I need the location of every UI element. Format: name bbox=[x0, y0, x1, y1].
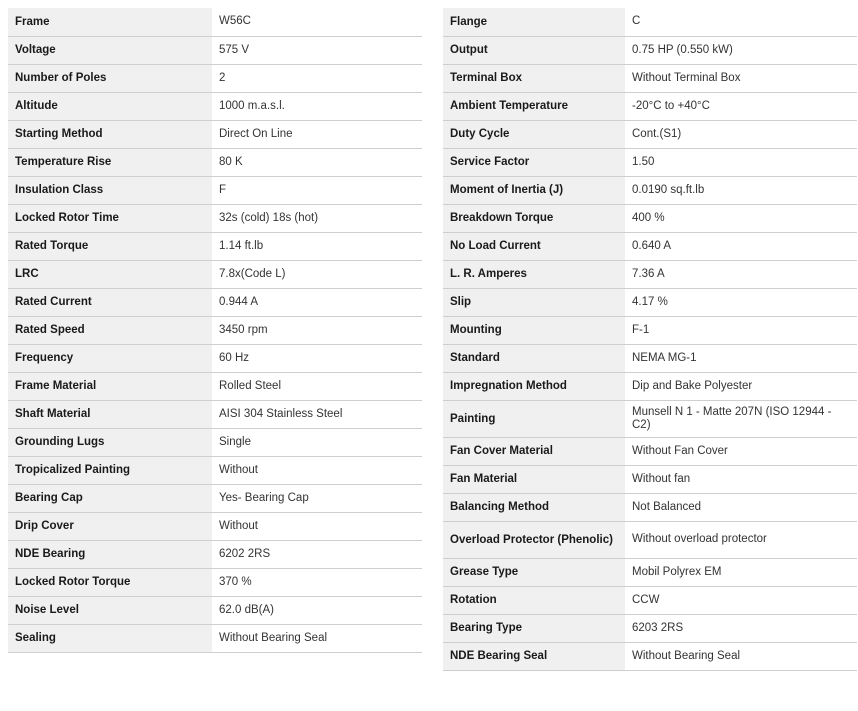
spec-value: Without Bearing Seal bbox=[625, 642, 857, 670]
spec-row bbox=[8, 624, 422, 652]
spec-value: 60 Hz bbox=[212, 344, 422, 372]
spec-label: Moment of Inertia (J) bbox=[443, 176, 625, 204]
spec-row bbox=[8, 36, 422, 64]
spec-row bbox=[443, 36, 857, 64]
spec-value: 80 K bbox=[212, 148, 422, 176]
spec-value: 400 % bbox=[625, 204, 857, 232]
spec-label: Number of Poles bbox=[8, 64, 212, 92]
spec-row bbox=[443, 8, 857, 36]
spec-label: NDE Bearing Seal bbox=[443, 642, 625, 670]
spec-row bbox=[443, 148, 857, 176]
spec-label: Altitude bbox=[8, 92, 212, 120]
spec-label: Flange bbox=[443, 8, 625, 36]
spec-value: 7.8x(Code L) bbox=[212, 260, 422, 288]
spec-value: Single bbox=[212, 428, 422, 456]
spec-row bbox=[8, 8, 422, 36]
spec-value: Rolled Steel bbox=[212, 372, 422, 400]
spec-label: Rated Torque bbox=[8, 232, 212, 260]
spec-row bbox=[8, 232, 422, 260]
spec-value: 32s (cold) 18s (hot) bbox=[212, 204, 422, 232]
spec-label: Output bbox=[443, 36, 625, 64]
spec-value: Without fan bbox=[625, 465, 857, 493]
spec-label: Slip bbox=[443, 288, 625, 316]
spec-label: Frequency bbox=[8, 344, 212, 372]
spec-row bbox=[8, 456, 422, 484]
spec-value: 1000 m.a.s.l. bbox=[212, 92, 422, 120]
spec-value: Without bbox=[212, 512, 422, 540]
spec-value: Without Bearing Seal bbox=[212, 624, 422, 652]
spec-row bbox=[8, 148, 422, 176]
spec-table-right bbox=[443, 8, 857, 671]
spec-row bbox=[8, 568, 422, 596]
spec-label: Voltage bbox=[8, 36, 212, 64]
spec-row bbox=[443, 204, 857, 232]
spec-value: C bbox=[625, 8, 857, 36]
spec-row bbox=[443, 372, 857, 400]
spec-value: 3450 rpm bbox=[212, 316, 422, 344]
spec-row bbox=[443, 521, 857, 558]
spec-label: Duty Cycle bbox=[443, 120, 625, 148]
spec-label: Terminal Box bbox=[443, 64, 625, 92]
spec-label: NDE Bearing bbox=[8, 540, 212, 568]
spec-row bbox=[443, 558, 857, 586]
spec-value: Munsell N 1 - Matte 207N (ISO 12944 - C2) bbox=[625, 400, 857, 437]
spec-value: Without bbox=[212, 456, 422, 484]
spec-row bbox=[8, 260, 422, 288]
spec-row bbox=[443, 92, 857, 120]
spec-label: Mounting bbox=[443, 316, 625, 344]
spec-label: Breakdown Torque bbox=[443, 204, 625, 232]
spec-label: Noise Level bbox=[8, 596, 212, 624]
spec-value: 1.14 ft.lb bbox=[212, 232, 422, 260]
spec-row bbox=[443, 642, 857, 670]
spec-row bbox=[8, 92, 422, 120]
spec-label: Rated Speed bbox=[8, 316, 212, 344]
spec-label: Temperature Rise bbox=[8, 148, 212, 176]
spec-value: CCW bbox=[625, 586, 857, 614]
spec-row bbox=[443, 120, 857, 148]
spec-row bbox=[8, 540, 422, 568]
spec-label: Locked Rotor Time bbox=[8, 204, 212, 232]
spec-value: 0.944 A bbox=[212, 288, 422, 316]
spec-label: Grease Type bbox=[443, 558, 625, 586]
spec-value: 62.0 dB(A) bbox=[212, 596, 422, 624]
spec-label: Grounding Lugs bbox=[8, 428, 212, 456]
spec-label: L. R. Amperes bbox=[443, 260, 625, 288]
spec-row bbox=[443, 465, 857, 493]
spec-value: -20°C to +40°C bbox=[625, 92, 857, 120]
spec-row bbox=[8, 288, 422, 316]
spec-row bbox=[8, 372, 422, 400]
spec-value: 4.17 % bbox=[625, 288, 857, 316]
spec-label: Rotation bbox=[443, 586, 625, 614]
spec-row bbox=[8, 176, 422, 204]
spec-label: Standard bbox=[443, 344, 625, 372]
spec-table-left bbox=[8, 8, 422, 653]
spec-label: Service Factor bbox=[443, 148, 625, 176]
spec-value: 575 V bbox=[212, 36, 422, 64]
spec-value: Dip and Bake Polyester bbox=[625, 372, 857, 400]
spec-row bbox=[443, 614, 857, 642]
spec-value: 7.36 A bbox=[625, 260, 857, 288]
spec-row bbox=[8, 316, 422, 344]
spec-row bbox=[443, 176, 857, 204]
spec-label: Starting Method bbox=[8, 120, 212, 148]
spec-label: Sealing bbox=[8, 624, 212, 652]
spec-value: Not Balanced bbox=[625, 493, 857, 521]
spec-label: Tropicalized Painting bbox=[8, 456, 212, 484]
spec-value: Without Fan Cover bbox=[625, 437, 857, 465]
spec-value: Cont.(S1) bbox=[625, 120, 857, 148]
spec-row bbox=[8, 400, 422, 428]
spec-value: NEMA MG-1 bbox=[625, 344, 857, 372]
spec-label: No Load Current bbox=[443, 232, 625, 260]
spec-label: Fan Material bbox=[443, 465, 625, 493]
spec-label: Rated Current bbox=[8, 288, 212, 316]
spec-value: 370 % bbox=[212, 568, 422, 596]
spec-label: Painting bbox=[443, 400, 625, 437]
spec-label: Bearing Cap bbox=[8, 484, 212, 512]
spec-value: Without Terminal Box bbox=[625, 64, 857, 92]
spec-label: Bearing Type bbox=[443, 614, 625, 642]
spec-label: LRC bbox=[8, 260, 212, 288]
spec-value: 0.640 A bbox=[625, 232, 857, 260]
spec-value: AISI 304 Stainless Steel bbox=[212, 400, 422, 428]
spec-row bbox=[443, 437, 857, 465]
spec-label: Shaft Material bbox=[8, 400, 212, 428]
spec-value: Direct On Line bbox=[212, 120, 422, 148]
spec-row bbox=[8, 596, 422, 624]
spec-value: F-1 bbox=[625, 316, 857, 344]
spec-row bbox=[8, 344, 422, 372]
spec-row bbox=[443, 316, 857, 344]
spec-value: F bbox=[212, 176, 422, 204]
spec-value: Yes- Bearing Cap bbox=[212, 484, 422, 512]
spec-row bbox=[443, 232, 857, 260]
spec-row bbox=[443, 586, 857, 614]
spec-row bbox=[8, 428, 422, 456]
spec-value: Mobil Polyrex EM bbox=[625, 558, 857, 586]
spec-row bbox=[443, 288, 857, 316]
spec-row bbox=[8, 512, 422, 540]
spec-row bbox=[443, 400, 857, 437]
spec-value: W56C bbox=[212, 8, 422, 36]
spec-label: Fan Cover Material bbox=[443, 437, 625, 465]
spec-row bbox=[8, 120, 422, 148]
spec-row bbox=[443, 344, 857, 372]
spec-value: 1.50 bbox=[625, 148, 857, 176]
spec-value: 6202 2RS bbox=[212, 540, 422, 568]
spec-row bbox=[443, 64, 857, 92]
spec-value: Without overload protector bbox=[625, 521, 857, 558]
spec-label: Insulation Class bbox=[8, 176, 212, 204]
spec-value: 0.0190 sq.ft.lb bbox=[625, 176, 857, 204]
spec-value: 2 bbox=[212, 64, 422, 92]
spec-label: Overload Protector (Phenolic) bbox=[443, 521, 625, 558]
spec-row bbox=[443, 493, 857, 521]
spec-value: 0.75 HP (0.550 kW) bbox=[625, 36, 857, 64]
spec-label: Ambient Temperature bbox=[443, 92, 625, 120]
spec-label: Locked Rotor Torque bbox=[8, 568, 212, 596]
spec-label: Impregnation Method bbox=[443, 372, 625, 400]
spec-row bbox=[8, 484, 422, 512]
spec-row bbox=[443, 260, 857, 288]
spec-row bbox=[8, 204, 422, 232]
spec-label: Drip Cover bbox=[8, 512, 212, 540]
spec-row bbox=[8, 64, 422, 92]
spec-value: 6203 2RS bbox=[625, 614, 857, 642]
spec-label: Frame bbox=[8, 8, 212, 36]
spec-label: Frame Material bbox=[8, 372, 212, 400]
spec-label: Balancing Method bbox=[443, 493, 625, 521]
